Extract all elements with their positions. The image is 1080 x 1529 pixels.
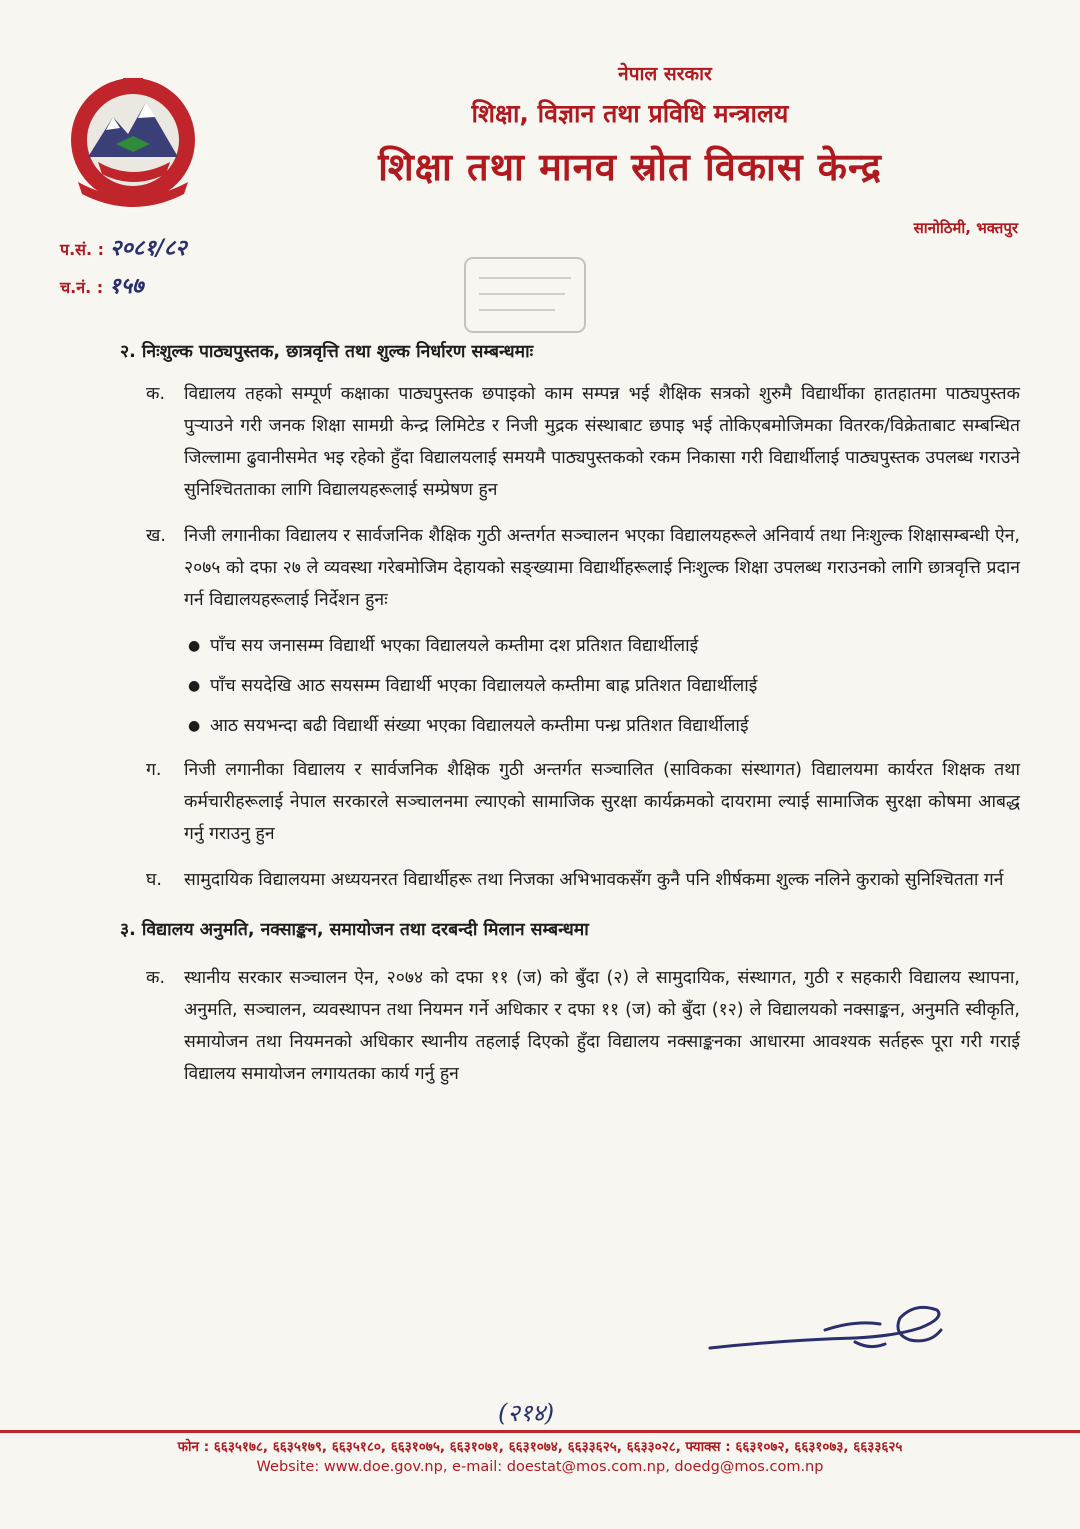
bullet-list (188, 630, 1020, 742)
list-item (146, 962, 1020, 1090)
list-item (146, 378, 1020, 506)
item-mark: घ. (146, 870, 162, 890)
bullet-text: पाँच सय जनासम्म विद्यार्थी भएका विद्यालयले कम्तीमा दश प्रतिशत विद्यार्थीलाई (210, 636, 699, 656)
bullet-icon: ● (188, 718, 201, 734)
center-name: शिक्षा तथा मानव स्रोत विकास केन्द्र (378, 145, 882, 189)
footer (0, 1437, 1080, 1475)
section-2-heading: २. निःशुल्क पाठ्यपुस्तक, छात्रवृत्ति तथा शुल्क निर्धारण सम्बन्धमाः (120, 342, 534, 362)
bullet-text: आठ सयभन्दा बढी विद्यार्थी संख्या भएका विद्यालयले कम्तीमा पन्ध्र प्रतिशत विद्यार्थीलाई (210, 716, 749, 736)
section-3-heading: ३. विद्यालय अनुमति, नक्साङ्कन, समायोजन तथा दरबन्दी मिलान सम्बन्धमा (120, 920, 589, 940)
item-mark: क. (146, 384, 166, 404)
office-location: सानोठिमी, भक्तपुर (913, 219, 1018, 237)
list-item (146, 520, 1020, 616)
signature-icon (705, 1300, 965, 1370)
item-text: निजी लगानीका विद्यालय र सार्वजनिक शैक्षिक गुठी अन्तर्गत सञ्चालन भएका विद्यालयहरूले अनिवार्य तथा निःशुल्क शिक्षासम्बन्धी ऐन, २०७५ को दफा २७ ले व्यवस्था गरेबमोजिम देहायको सङ्ख्यामा विद्यार्थीहरूलाई निःशुल्क शिक्षा उपलब्ध गराउनको लागि छात्रवृत्ति प्रदान गर्न विद्यालयहरूलाई निर्देशन हुनः (184, 526, 1020, 610)
item-mark: ख. (146, 526, 166, 546)
cn-value: १५७ (109, 273, 144, 299)
bullet-item (188, 710, 1020, 742)
item-text: निजी लगानीका विद्यालय र सार्वजनिक शैक्षिक गुठी अन्तर्गत सञ्चालित (साविकका संस्थागत) विद्यालयमा कार्यरत शिक्षक तथा कर्मचारीहरूलाई नेपाल सरकारले सञ्चालनमा ल्याएको सामाजिक सुरक्षा कार्यक्रमको दायरामा ल्याई सामाजिक सुरक्षा कोषमा आबद्ध गर्नु गराउनु हुन (184, 760, 1020, 844)
faint-stamp-icon (455, 250, 595, 340)
footer-divider (0, 1430, 1080, 1433)
footer-phones: फोन : ६६३५१७८, ६६३५१७९, ६६३५१८०, ६६३१०७५, ६६३१०७१, ६६३१०७४, ६६३३६२५, ६६३३०२८, फ्याक्स : ६६३१०७२, ६६३१०७३, ६६३३६२५ (177, 1439, 903, 1455)
ps-label: प.सं. : (60, 240, 105, 259)
item-mark: क. (146, 968, 166, 988)
bullet-icon: ● (188, 678, 201, 694)
nepal-emblem-icon (58, 62, 208, 212)
cn-label: च.नं. : (60, 278, 104, 297)
bullet-icon: ● (188, 638, 201, 654)
letter-body (120, 330, 1020, 1104)
item-text: स्थानीय सरकार सञ्चालन ऐन, २०७४ को दफा ११ (ज) को बुँदा (२) ले सामुदायिक, संस्थागत, गुठी र सहकारी विद्यालय स्थापना, अनुमति, सञ्चालन, व्यवस्थापन तथा नियमन गर्ने अधिकार र दफा ११ (ज) को बुँदा (१२) ले विद्यालयको नक्साङ्कन, अनुमति स्वीकृति, समायोजन तथा नियमनको अधिकार स्थानीय तहलाई दिएको हुँदा विद्यालय नक्साङ्कनका आधारमा आवश्यक सर्तहरू पूरा गरी गराई विद्यालय समायोजन लगायतका कार्य गर्नु हुन (184, 968, 1020, 1084)
ps-value: २०८१/८२ (110, 235, 187, 261)
bullet-text: पाँच सयदेखि आठ सयसम्म विद्यार्थी भएका विद्यालयले कम्तीमा बाह्र प्रतिशत विद्यार्थीलाई (210, 676, 758, 696)
footer-web: Website: www.doe.gov.np, e-mail: doestat@mos.com.np, doedg@mos.com.np (256, 1459, 824, 1475)
item-text: सामुदायिक विद्यालयमा अध्ययनरत विद्यार्थीहरू तथा निजका अभिभावकसँग कुनै पनि शीर्षकमा शुल्क नलिने कुराको सुनिश्चितता गर्न (184, 870, 1004, 890)
reference-numbers (60, 230, 187, 306)
list-item (146, 754, 1020, 850)
bullet-item (188, 630, 1020, 662)
item-text: विद्यालय तहको सम्पूर्ण कक्षाका पाठ्यपुस्तक छपाइको काम सम्पन्न भई शैक्षिक सत्रको शुरुमै विद्यार्थीका हातहातमा पाठ्यपुस्तक पुर्‍याउने गरी जनक शिक्षा सामग्री केन्द्र लिमिटेड र निजी मुद्रक संस्थाबाट छपाइ भई तोकिएबमोजिमका वितरक/विक्रेताबाट सम्बन्धित जिल्लामा ढुवानीसमेत भइ रहेको हुँदा विद्यालयलाई समयमै पाठ्यपुस्तकको रकम निकासा गरी विद्यार्थीलाई पाठ्यपुस्तक उपलब्ध गराउने सुनिश्चितताका लागि विद्यालयहरूलाई सम्प्रेषण हुन (184, 384, 1020, 500)
government-name: नेपाल सरकार (618, 63, 712, 85)
item-mark: ग. (146, 760, 162, 780)
list-item (146, 864, 1020, 896)
letterhead (250, 60, 1010, 192)
section-3 (120, 914, 1020, 1090)
page-number: (२१४) (498, 1399, 555, 1427)
bullet-item (188, 670, 1020, 702)
ministry-name: शिक्षा, विज्ञान तथा प्रविधि मन्त्रालय (471, 99, 789, 128)
